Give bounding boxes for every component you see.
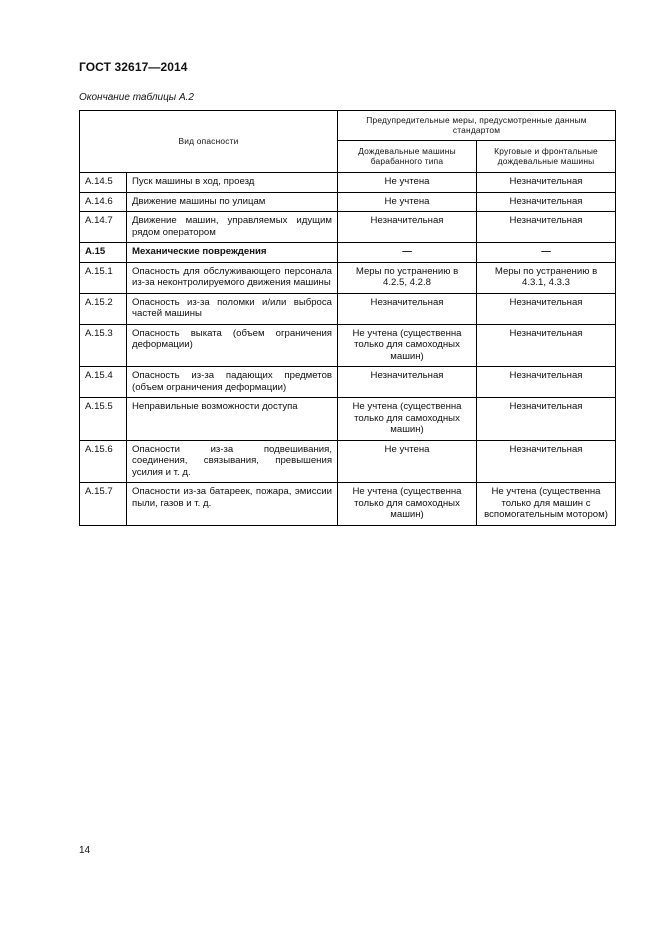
row-measure-drum: Незначительная	[338, 293, 477, 324]
row-measure-circular: Незначительная	[477, 324, 616, 367]
row-measure-drum: Не учтена	[338, 440, 477, 483]
row-hazard-description: Пуск машины в ход, проезд	[127, 173, 338, 193]
document-title: ГОСТ 32617—2014	[79, 60, 188, 74]
row-hazard-description: Опасность выката (объем ограничения деформации)	[127, 324, 338, 367]
row-measure-drum: Не учтена	[338, 192, 477, 212]
table-row	[80, 192, 616, 212]
row-hazard-description: Опасности из-за батареек, пожара, эмиссии пыли, газов и т. д.	[127, 483, 338, 526]
header-hazard-type: Вид опасности	[80, 111, 338, 173]
table-body	[80, 173, 616, 526]
header-col-circular: Круговые и фронтальные дождевальные машины	[477, 141, 616, 173]
page-number: 14	[79, 845, 91, 856]
row-measure-drum: Незначительная	[338, 212, 477, 243]
row-measure-circular: Незначительная	[477, 398, 616, 441]
row-code: А.14.7	[80, 212, 127, 243]
table-row	[80, 367, 616, 398]
header-col-drum: Дождевальные машины барабанного типа	[338, 141, 477, 173]
row-measure-drum: Не учтена (существенна только для самоходных машин)	[338, 483, 477, 526]
row-measure-circular: Незначительная	[477, 173, 616, 193]
row-measure-circular: Незначительная	[477, 367, 616, 398]
row-code: А.15.7	[80, 483, 127, 526]
row-measure-circular: Незначительная	[477, 293, 616, 324]
row-code: А.15.4	[80, 367, 127, 398]
row-code: А.15.2	[80, 293, 127, 324]
row-hazard-description: Механические повреждения	[127, 243, 338, 263]
row-measure-circular: Незначительная	[477, 440, 616, 483]
row-measure-drum: Не учтена (существенна только для самоходных машин)	[338, 324, 477, 367]
row-hazard-description: Опасность из-за поломки и/или выброса частей машины	[127, 293, 338, 324]
row-measure-circular: —	[477, 243, 616, 263]
table-row	[80, 293, 616, 324]
row-code: А.14.6	[80, 192, 127, 212]
row-measure-drum: —	[338, 243, 477, 263]
row-code: А.15.6	[80, 440, 127, 483]
table-caption: Окончание таблицы А.2	[79, 92, 194, 103]
table-row	[80, 262, 616, 293]
table-row	[80, 243, 616, 263]
row-measure-circular: Меры по устранению в 4.3.1, 4.3.3	[477, 262, 616, 293]
row-measure-drum: Не учтена (существенна только для самоходных машин)	[338, 398, 477, 441]
header-measures: Предупредительные меры, предусмотренные данным стандартом	[338, 111, 616, 141]
row-hazard-description: Опасность из-за падающих предметов (объем ограничения деформации)	[127, 367, 338, 398]
row-hazard-description: Движение машин, управляемых идущим рядом оператором	[127, 212, 338, 243]
hazards-table	[79, 110, 616, 526]
table-row	[80, 173, 616, 193]
row-code: А.15	[80, 243, 127, 263]
row-hazard-description: Неправильные возможности доступа	[127, 398, 338, 441]
table-row	[80, 440, 616, 483]
row-measure-circular: Незначительная	[477, 212, 616, 243]
row-hazard-description: Опасность для обслуживающего персонала из-за неконтролируемого движения машины	[127, 262, 338, 293]
table-row	[80, 324, 616, 367]
row-code: А.15.3	[80, 324, 127, 367]
row-code: А.15.1	[80, 262, 127, 293]
table-row	[80, 398, 616, 441]
row-measure-drum: Незначительная	[338, 367, 477, 398]
table-row	[80, 483, 616, 526]
row-code: А.15.5	[80, 398, 127, 441]
row-measure-drum: Меры по устранению в 4.2.5, 4.2.8	[338, 262, 477, 293]
row-hazard-description: Движение машины по улицам	[127, 192, 338, 212]
row-measure-circular: Незначительная	[477, 192, 616, 212]
row-hazard-description: Опасности из-за подвешивания, соединения, связывания, превышения усилия и т. д.	[127, 440, 338, 483]
table-row	[80, 212, 616, 243]
row-measure-circular: Не учтена (существенна только для машин с вспомогательным мотором)	[477, 483, 616, 526]
row-measure-drum: Не учтена	[338, 173, 477, 193]
row-code: А.14.5	[80, 173, 127, 193]
